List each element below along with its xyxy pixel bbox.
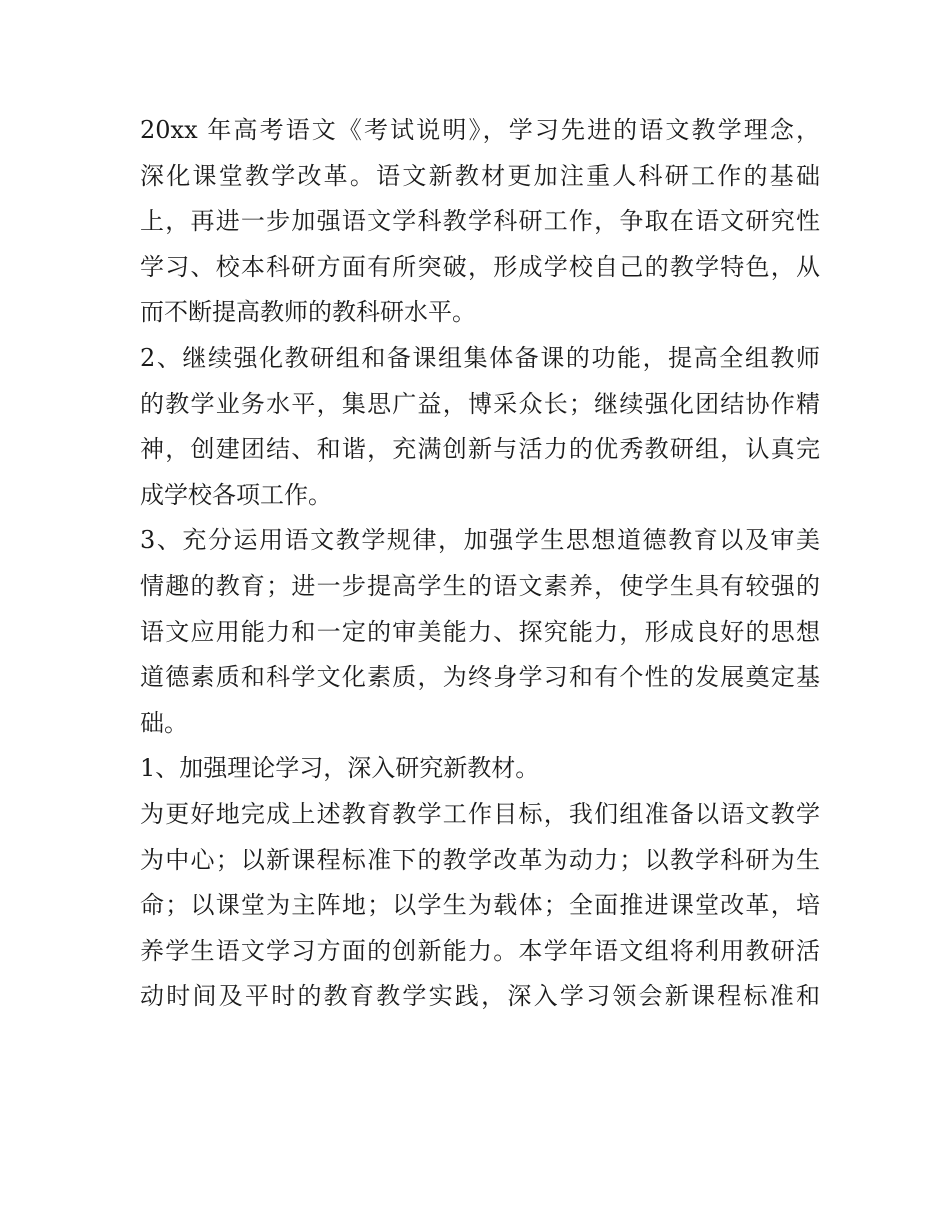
text-line: 上，再进一步加强语文学科教学科研工作，争取在语文研究性 [140, 207, 820, 236]
text-line: 命；以课堂为主阵地；以学生为载体；全面推进课堂改革，培 [140, 891, 820, 920]
document-body [140, 108, 820, 1020]
paragraph-exam-guidelines [140, 108, 820, 336]
text-line: 20xx 年高考语文《考试说明》，学习先进的语文教学理念， [140, 116, 820, 144]
text-line: 动时间及平时的教育教学实践，深入学习领会新课程标准和 [140, 982, 820, 1011]
text-line: 深化课堂教学改革。语文新教材更加注重人科研工作的基础 [140, 161, 820, 190]
heading-item-1 [140, 746, 820, 792]
paragraph-item-3 [140, 518, 820, 746]
text-line: 为中心；以新课程标准下的教学改革为动力；以教学科研为生 [140, 845, 820, 874]
text-line: 为更好地完成上述教育教学工作目标，我们组准备以语文教学 [140, 799, 820, 828]
text-line: 情趣的教育；进一步提高学生的语文素养，使学生具有较强的 [140, 571, 820, 600]
text-line: 而不断提高教师的教科研水平。 [140, 298, 476, 327]
text-line: 神，创建团结、和谐，充满创新与活力的优秀教研组，认真完 [140, 435, 820, 464]
text-line: 成学校各项工作。 [140, 480, 332, 509]
text-line: 养学生语文学习方面的创新能力。本学年语文组将利用教研活 [140, 936, 820, 965]
text-line: 的教学业务水平，集思广益，博采众长；继续强化团结协作精 [140, 389, 820, 418]
text-line: 1、加强理论学习，深入研究新教材。 [140, 754, 540, 783]
paragraph-item-2 [140, 336, 820, 518]
text-line: 道德素质和科学文化素质，为终身学习和有个性的发展奠定基 [140, 663, 820, 692]
text-line: 2、继续强化教研组和备课组集体备课的功能，提高全组教师 [140, 343, 820, 372]
text-line: 语文应用能力和一定的审美能力、探究能力，形成良好的思想 [140, 617, 820, 646]
text-line: 学习、校本科研方面有所突破，形成学校自己的教学特色，从 [140, 252, 820, 281]
text-line: 3、充分运用语文教学规律，加强学生思想道德教育以及审美 [140, 526, 820, 555]
paragraph-work-plan [140, 792, 820, 1020]
text-line: 础。 [140, 708, 188, 737]
